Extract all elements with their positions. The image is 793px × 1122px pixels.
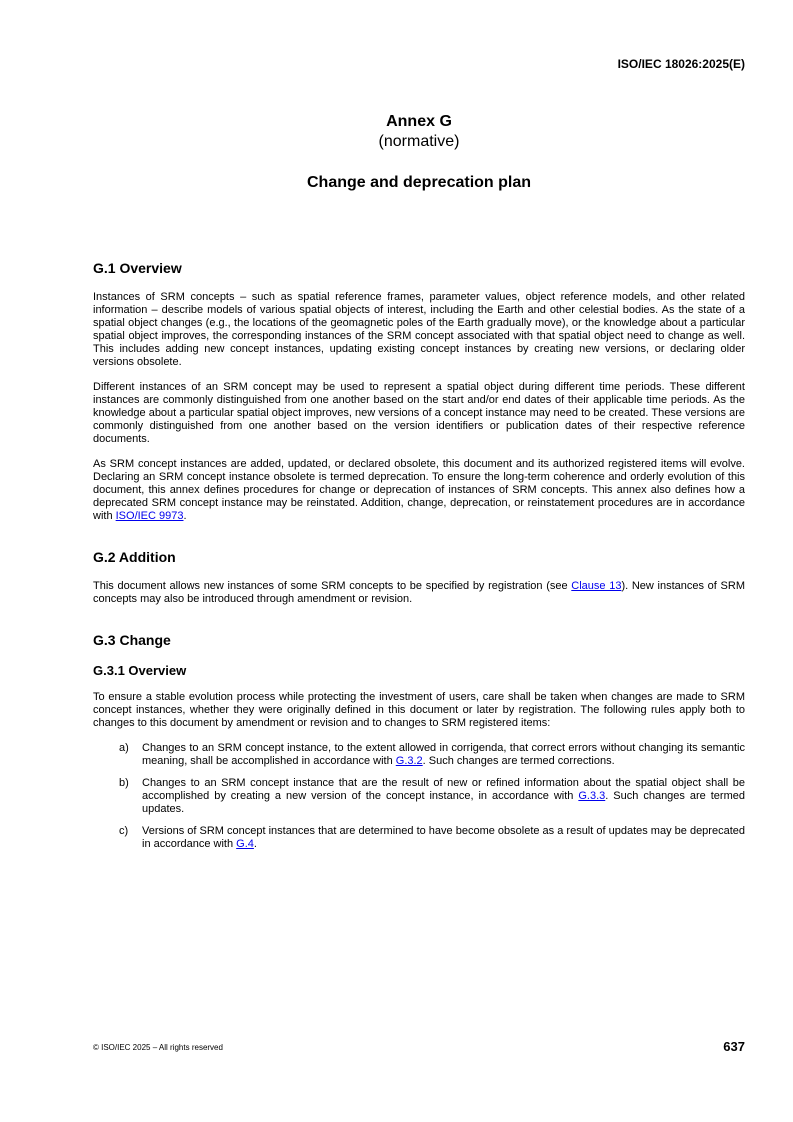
annex-normative-label: (normative) xyxy=(378,133,460,150)
list-item-text: Changes to an SRM concept instance that are the result of new or refined information about the spatial object shall be accomplished by creating a new version of the concept instance, in accordance with xyxy=(142,777,745,802)
list-item-end: . xyxy=(253,838,257,850)
copyright-notice: © ISO/IEC 2025 – All rights reserved xyxy=(93,1043,223,1052)
page-number: 637 xyxy=(723,1039,745,1054)
list-item-text: Versions of SRM concept instances that are determined to have become obsolete as a result of updates may be deprecated in accordance with xyxy=(142,825,745,850)
section-g1-paragraph-2: Different instances of an SRM concept may be used to represent a spatial object during different time periods. These different instances are commonly distinguished from one another based on the start and/or end dates of their applicable time periods. As the knowledge about a particular spatial object improves, new versions of a concept instance may need to be created. These versions are commonly distinguished from one another based on the version identifiers or publication dates of their respective reference documents. xyxy=(93,381,745,445)
list-item xyxy=(93,825,745,851)
section-g2-paragraph-1 xyxy=(93,580,745,606)
list-marker: a) xyxy=(119,742,129,754)
document-body xyxy=(93,259,745,860)
list-item xyxy=(93,777,745,816)
paragraph-end: ). New instances of SRM concepts may also be introduced through amendment or revision. xyxy=(93,580,745,605)
list-item-text: Changes to an SRM concept instance, to the extent allowed in corrigenda, that correct errors without changing its semantic meaning, shall be accomplished in accordance with xyxy=(142,742,745,767)
list-marker: b) xyxy=(119,777,129,789)
g-4-link[interactable]: G.4 xyxy=(236,838,254,850)
paragraph-text: This document allows new instances of some SRM concepts to be specified by registration (see xyxy=(93,580,572,592)
paragraph-text: As SRM concept instances are added, updated, or declared obsolete, this document and its authorized registered items will evolve. Declaring an SRM concept instance obsolete is termed deprecation. To ensure the long-term coherence and orderly evolution of this document, this annex defines procedures for change or deprecation of instances of SRM concepts. This annex also defines how a deprecated SRM concept instance may be reinstated. Addition, change, deprecation, or reinstatement procedures are in accordance with xyxy=(93,458,745,522)
iso-iec-9973-link[interactable]: ISO/IEC 9973 xyxy=(115,510,184,522)
list-marker: c) xyxy=(119,825,129,837)
section-g1-title: G.1 Overview xyxy=(93,260,182,276)
list-item-end: . Such changes are termed corrections. xyxy=(422,755,615,767)
document-page xyxy=(93,0,745,1122)
g-3-3-link[interactable]: G.3.3 xyxy=(578,790,606,802)
section-g1-paragraph-1: Instances of SRM concepts – such as spatial reference frames, parameter values, object reference models, and other related information – describe models of various spatial objects of interest, including the Earth and other celestial bodies. As the state of a spatial object changes (e.g., the locations of the geomagnetic poles of the Earth gradually move), or the knowledge about a particular spatial object improves, the corresponding instances of the SRM concept associated with that spatial object need to change as well. This includes adding new concept instances, updating existing concept instances by creating new versions, or declaring older versions obsolete. xyxy=(93,291,745,368)
section-g1-paragraph-3 xyxy=(93,458,745,523)
document-id: ISO/IEC 18026:2025(E) xyxy=(617,57,745,71)
section-g3-title: G.3 Change xyxy=(93,632,171,648)
annex-heading: Change and deprecation plan xyxy=(306,174,532,191)
list-item-end: . Such changes are termed updates. xyxy=(142,790,745,815)
section-g2-title: G.2 Addition xyxy=(93,549,176,565)
list-item xyxy=(93,742,745,768)
section-g3-1-title: G.3.1 Overview xyxy=(93,663,187,678)
paragraph-end: . xyxy=(183,510,187,522)
annex-title-block xyxy=(93,112,745,192)
section-g3-1-paragraph-1: To ensure a stable evolution process while protecting the investment of users, care shall be taken when changes are made to SRM concept instances, whether they were originally defined in this document or later by registration. The following rules apply both to changes to this document by amendment or revision and to changes to SRM registered items: xyxy=(93,691,745,729)
clause-13-link[interactable]: Clause 13 xyxy=(571,580,622,592)
rules-list xyxy=(93,742,745,851)
g-3-2-link[interactable]: G.3.2 xyxy=(395,755,423,767)
annex-title: Annex G xyxy=(386,113,452,130)
